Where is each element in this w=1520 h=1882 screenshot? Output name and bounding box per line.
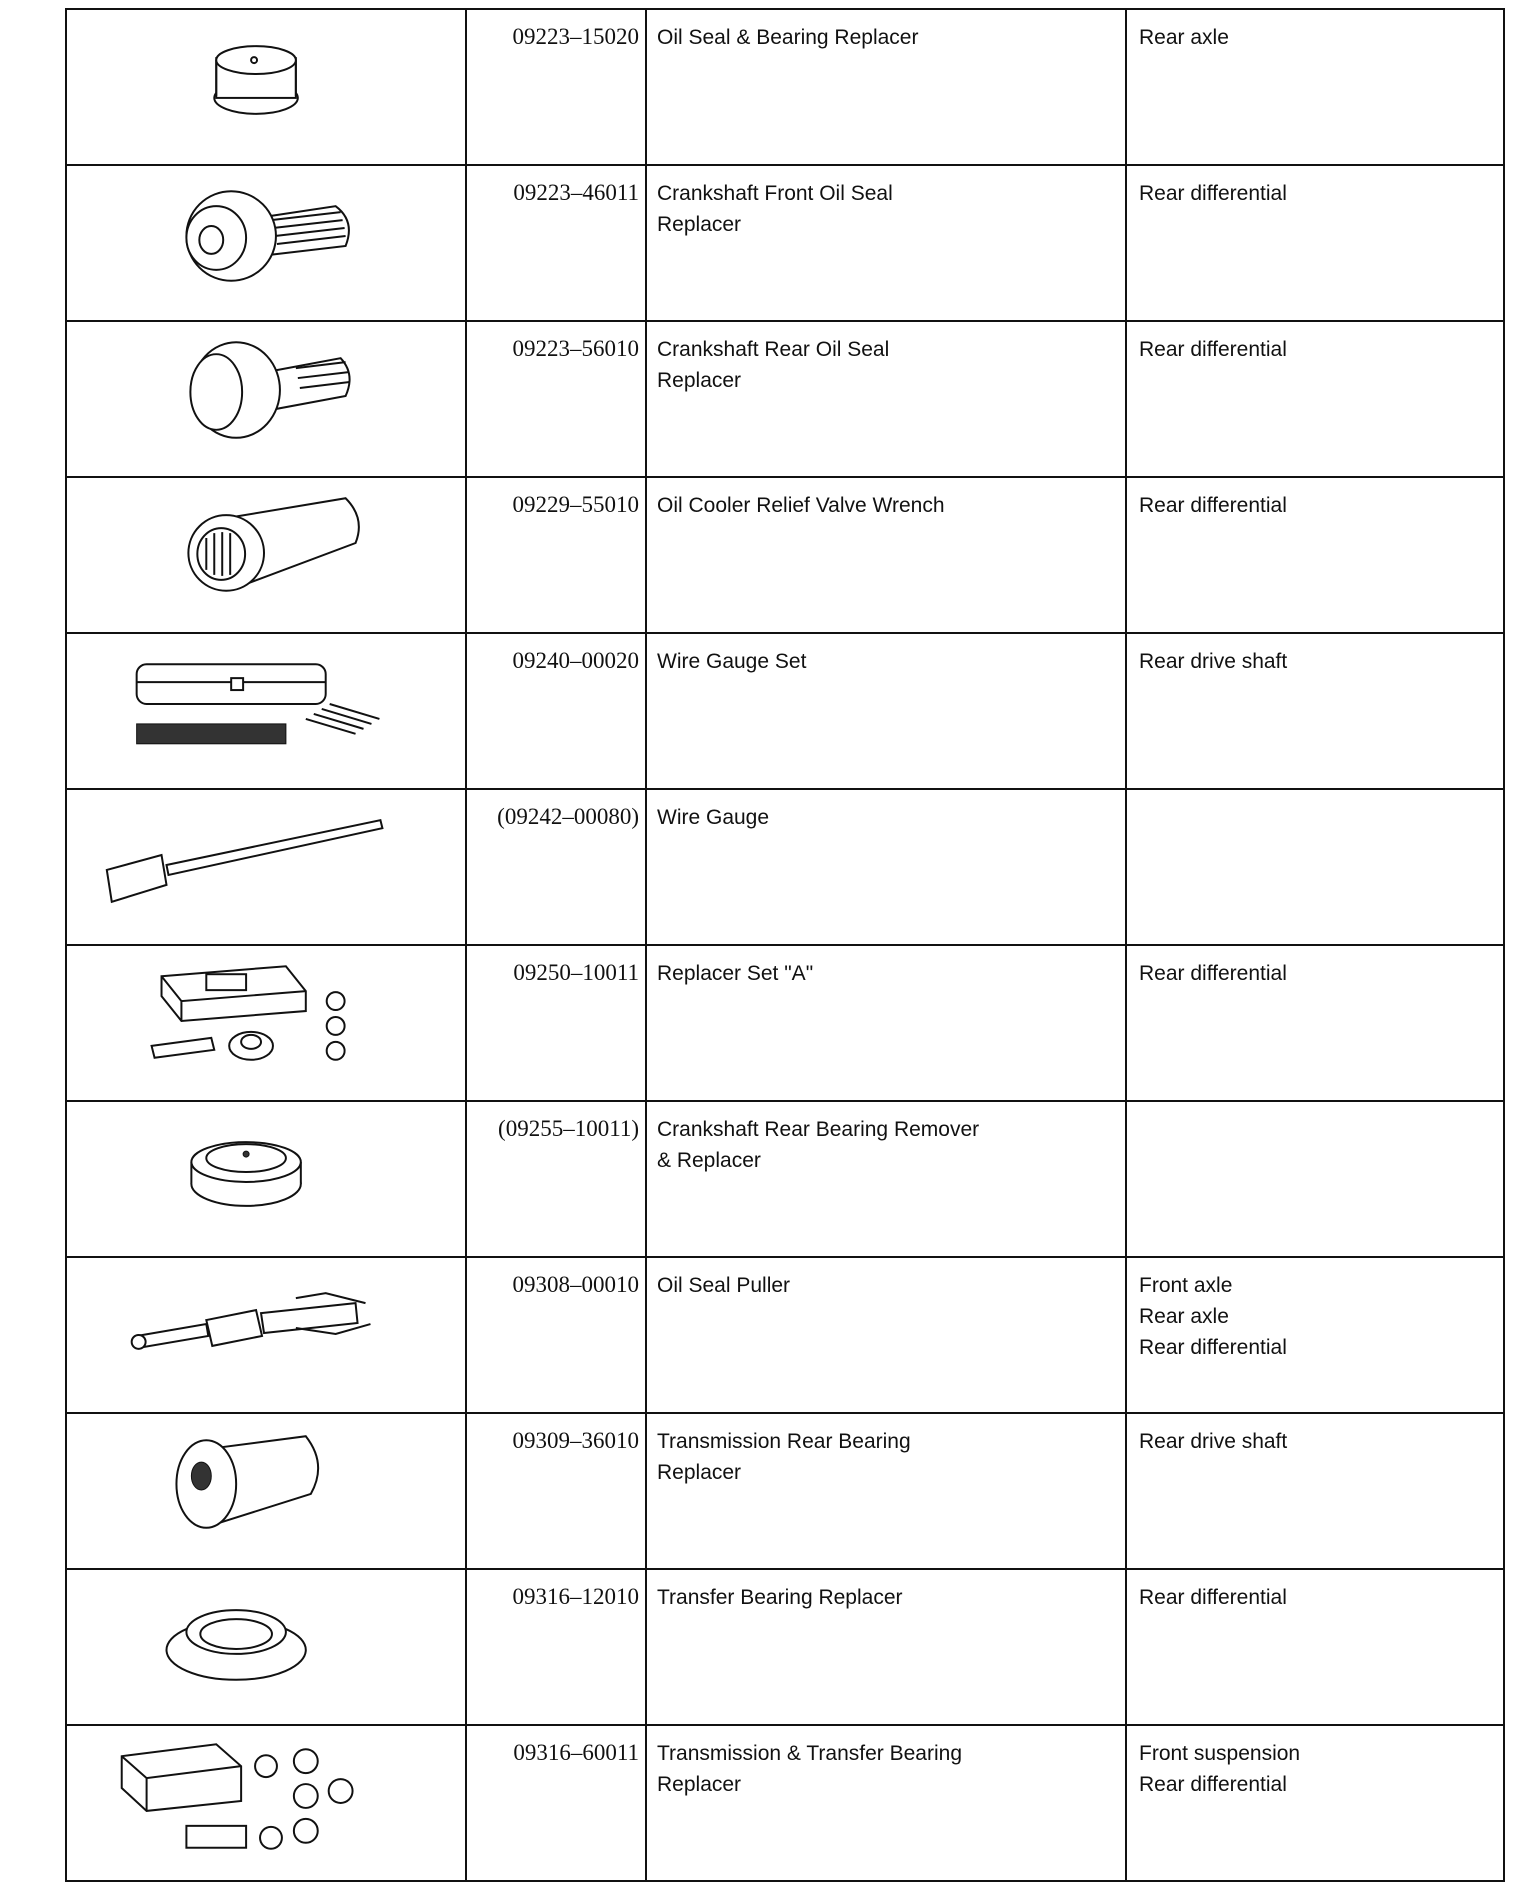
tool-use: Rear drive shaft xyxy=(1126,1413,1504,1569)
part-number: 09309–36010 xyxy=(466,1413,646,1569)
part-number: 09223–46011 xyxy=(466,165,646,321)
replacer-set-a-icon xyxy=(67,946,465,1086)
relief-valve-wrench-icon xyxy=(67,478,465,618)
part-number: 09240–00020 xyxy=(466,633,646,789)
tool-name: Transmission Rear Bearing Replacer xyxy=(646,1413,1126,1569)
part-number: 09229–55010 xyxy=(466,477,646,633)
tool-use: Rear differential xyxy=(1126,945,1504,1101)
part-number: 09250–10011 xyxy=(466,945,646,1101)
oil-seal-bearing-replacer-icon xyxy=(67,10,465,150)
part-number: 09316–12010 xyxy=(466,1569,646,1725)
tool-use: Rear differential xyxy=(1126,321,1504,477)
tool-name: Crankshaft Front Oil Seal Replacer xyxy=(646,165,1126,321)
tool-use: Front suspension Rear differential xyxy=(1126,1725,1504,1881)
tool-use: Rear differential xyxy=(1126,477,1504,633)
tool-name: Oil Seal Puller xyxy=(646,1257,1126,1413)
part-number: 09223–15020 xyxy=(466,9,646,165)
transmission-rear-bearing-replacer-icon xyxy=(67,1414,465,1554)
table-row xyxy=(66,165,1504,321)
table-row xyxy=(66,1101,1504,1257)
wire-gauge-set-icon xyxy=(67,634,465,774)
table-row xyxy=(66,1413,1504,1569)
wire-gauge-icon xyxy=(67,790,465,930)
crankshaft-rear-oil-seal-replacer-icon xyxy=(67,322,465,462)
tool-name: Wire Gauge xyxy=(646,789,1126,945)
tool-use: Rear differential xyxy=(1126,1569,1504,1725)
transfer-bearing-replacer-icon xyxy=(67,1570,465,1710)
tool-use: Front axle Rear axle Rear differential xyxy=(1126,1257,1504,1413)
tool-name: Transmission & Transfer Bearing Replacer xyxy=(646,1725,1126,1881)
tool-name: Crankshaft Rear Bearing Remover & Replacer xyxy=(646,1101,1126,1257)
tool-name: Replacer Set "A" xyxy=(646,945,1126,1101)
tool-name: Oil Cooler Relief Valve Wrench xyxy=(646,477,1126,633)
table-row xyxy=(66,477,1504,633)
part-number: 09223–56010 xyxy=(466,321,646,477)
table-row xyxy=(66,1257,1504,1413)
part-number: (09242–00080) xyxy=(466,789,646,945)
bearing-replacer-set-icon xyxy=(67,1726,465,1866)
tool-use xyxy=(1126,789,1504,945)
special-service-tools-table xyxy=(65,8,1505,1882)
part-number: 09316–60011 xyxy=(466,1725,646,1881)
tool-name: Transfer Bearing Replacer xyxy=(646,1569,1126,1725)
rear-bearing-remover-icon xyxy=(67,1102,465,1242)
table-row xyxy=(66,9,1504,165)
tool-name: Oil Seal & Bearing Replacer xyxy=(646,9,1126,165)
crankshaft-front-oil-seal-replacer-icon xyxy=(67,166,465,306)
table-row xyxy=(66,945,1504,1101)
table-row xyxy=(66,633,1504,789)
tool-name: Wire Gauge Set xyxy=(646,633,1126,789)
tool-use: Rear drive shaft xyxy=(1126,633,1504,789)
part-number: (09255–10011) xyxy=(466,1101,646,1257)
table-row xyxy=(66,1569,1504,1725)
table-row xyxy=(66,789,1504,945)
table-row xyxy=(66,321,1504,477)
tool-use: Rear axle xyxy=(1126,9,1504,165)
tool-use xyxy=(1126,1101,1504,1257)
tool-name: Crankshaft Rear Oil Seal Replacer xyxy=(646,321,1126,477)
tool-use: Rear differential xyxy=(1126,165,1504,321)
oil-seal-puller-icon xyxy=(67,1258,465,1398)
part-number: 09308–00010 xyxy=(466,1257,646,1413)
table-row xyxy=(66,1725,1504,1881)
